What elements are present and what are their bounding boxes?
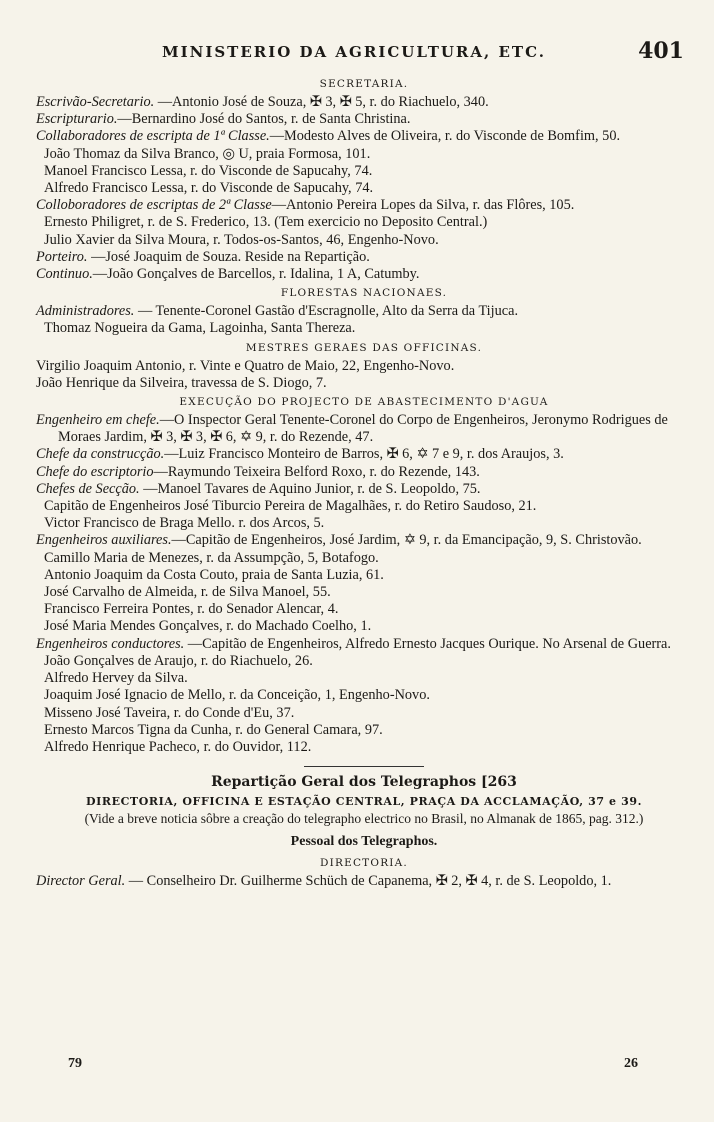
entry-role: Director Geral.: [36, 873, 126, 890]
entry-role: Engenheiros auxiliares.: [36, 532, 172, 549]
entry-text: —Luiz Francisco Monteiro de Barros, ✠ 6, ✡ 7 e 9, r. dos Araujos, 3.: [164, 446, 564, 463]
directory-entry: [36, 532, 692, 549]
telegraphos-title: Repartição Geral dos Telegraphos [263: [211, 774, 517, 791]
section-heading-mestres: MESTRES GERAES DAS OFFICINAS.: [245, 341, 483, 354]
entry-text: João Gonçalves de Araujo, r. do Riachuelo, 26.: [44, 652, 313, 669]
directory-entry: [36, 197, 692, 214]
section-heading-florestas: FLORESTAS NACIONAES.: [280, 287, 448, 300]
entry-text: Victor Francisco de Braga Mello. r. dos Arcos, 5.: [44, 515, 325, 532]
entry-text: Julio Xavier da Silva Moura, r. Todos-os-Santos, 46, Engenho-Novo.: [44, 231, 439, 248]
entry-role: Administradores.: [36, 303, 135, 320]
pessoal-subtitle: Pessoal dos Telegraphos.: [290, 834, 438, 850]
directory-entry: [36, 266, 692, 283]
entry-text: —Capitão de Engenheiros, José Jardim, ✡ 9, r. da Emancipação, 9, S. Christovão.: [171, 532, 642, 549]
directory-entry: [36, 111, 692, 128]
entry-role: Engenheiro em chefe.: [36, 412, 160, 429]
florestas-list: [36, 303, 692, 337]
directory-entry: [36, 636, 692, 653]
entry-text: Ernesto Philigret, r. de S. Frederico, 13. (Tem exercicio no Deposito Central.): [44, 214, 488, 231]
directory-entry: [36, 687, 692, 704]
directory-entry: [36, 214, 692, 231]
directory-entry: [36, 584, 692, 601]
directory-entry: [36, 249, 692, 266]
directory-entry: [36, 653, 692, 670]
entry-text: Thomaz Nogueira da Gama, Lagoinha, Santa Thereza.: [44, 320, 356, 337]
directory-entry: [36, 320, 692, 337]
directory-entry: [36, 481, 692, 498]
entry-text: Alfredo Francisco Lessa, r. do Visconde de Sapucahy, 74.: [44, 180, 374, 197]
header-title: MINISTERIO DA AGRICULTURA, ETC.: [162, 43, 546, 61]
entry-text: — Conselheiro Dr. Guilherme Schüch de Capanema, ✠ 2, ✠ 4, r. de S. Leopoldo, 1.: [125, 873, 612, 890]
directory-entry: [36, 498, 692, 515]
directory-entry: [36, 601, 692, 618]
directory-entry: [36, 618, 692, 635]
entry-text: José Carvalho de Almeida, r. de Silva Manoel, 55.: [44, 584, 331, 601]
entry-text: José Maria Mendes Gonçalves, r. do Machado Coelho, 1.: [44, 618, 372, 635]
entry-text: —Manoel Tavares de Aquino Junior, r. de S. Leopoldo, 75.: [139, 480, 481, 497]
entry-role: Continuo.: [36, 266, 93, 283]
entry-text: —Antonio José de Souza, ✠ 3, ✠ 5, r. do Riachuelo, 340.: [154, 94, 489, 110]
entry-text: —Capitão de Engenheiros, Alfredo Ernesto Jacques Ourique. No Arsenal de Guerra.: [184, 635, 671, 652]
entry-text: —João Gonçalves de Barcellos, r. Idalina, 1 A, Catumby.: [92, 266, 420, 283]
entry-text: —Bernardino José do Santos, r. de Santa Christina.: [117, 111, 411, 128]
directory-entry: [36, 739, 692, 756]
entry-role: Chefe do escriptorio: [36, 463, 154, 480]
directory-entry: [36, 515, 692, 532]
telegraphos-directoria-line: DIRECTORIA, OFFICINA E ESTAÇÃO CENTRAL, PRAÇA DA ACCLAMAÇÃO, 37 e 39.: [85, 795, 643, 809]
directory-entry: [36, 550, 692, 567]
entry-text: —Antonio Pereira Lopes da Silva, r. das Flôres, 105.: [271, 197, 575, 214]
entry-text: Joaquim José Ignacio de Mello, r. da Conceição, 1, Engenho-Novo.: [44, 687, 430, 704]
entry-role: Porteiro.: [36, 248, 88, 265]
execucao-list: [36, 412, 692, 756]
entry-text: Camillo Maria de Menezes, r. da Assumpção, 5, Botafogo.: [44, 549, 379, 566]
page-footer: [68, 1056, 638, 1072]
entry-text: Manoel Francisco Lessa, r. do Visconde de Sapucahy, 74.: [44, 162, 373, 179]
directory-entry: [36, 873, 692, 890]
entry-text: Francisco Ferreira Pontes, r. do Senador Alencar, 4.: [44, 601, 339, 618]
directory-entry: [36, 412, 692, 446]
directory-entry: [36, 722, 692, 739]
entry-role: Colloboradores de escriptas de 2ª Classe: [36, 197, 272, 214]
directory-entry: [36, 232, 692, 249]
directory-entry: [36, 303, 692, 320]
entry-text: —Raymundo Teixeira Belford Roxo, r. do Rezende, 143.: [153, 463, 480, 480]
entry-role: Engenheiros conductores.: [36, 635, 185, 652]
directory-entry: [36, 464, 692, 481]
entry-text: —Modesto Alves de Oliveira, r. do Visconde de Bomfim, 50.: [269, 128, 621, 145]
page-header: [36, 40, 692, 74]
section-heading-secretaria: SECRETARIA.: [319, 78, 409, 90]
entry-text: João Thomaz da Silva Branco, ◎ U, praia Formosa, 101.: [44, 145, 371, 162]
entry-role: Escrivão-Secretario.: [36, 94, 155, 110]
section-divider: [304, 766, 424, 767]
entry-text: Capitão de Engenheiros José Tiburcio Pereira de Magalhães, r. do Retiro Saudoso, 21.: [44, 498, 537, 515]
entry-text: —José Joaquim de Souza. Reside na Repartição.: [87, 248, 370, 265]
entry-text: Misseno José Taveira, r. do Conde d'Eu, 37.: [44, 704, 295, 721]
directory-entry: [36, 567, 692, 584]
telegraphos-list: [36, 873, 692, 890]
directory-entry: [36, 163, 692, 180]
secretaria-list: [36, 94, 692, 283]
entry-text: Alfredo Hervey da Silva.: [44, 670, 188, 687]
page-number: 401: [638, 38, 684, 64]
entry-text: —O Inspector Geral Tenente-Coronel do Corpo de Engenheiros, Jeronymo Rodrigues de Moraes Jardim, ✠ 3, ✠ 3, ✠ 6, ✡ 9, r. do Rezende, 47.: [58, 412, 668, 446]
directory-entry: [36, 705, 692, 722]
section-heading-directoria: DIRECTORIA.: [320, 857, 408, 870]
entry-role: Chefe da construcção.: [36, 446, 165, 463]
entry-text: Antonio Joaquim da Costa Couto, praia de Santa Luzia, 61.: [44, 566, 384, 583]
entry-role: Escripturario.: [36, 111, 118, 128]
section-heading-execucao: EXECUÇÃO DO PROJECTO DE ABASTECIMENTO D'AGUA: [179, 396, 549, 409]
entry-text: Alfredo Henrique Pacheco, r. do Ouvidor, 112.: [44, 738, 312, 755]
telegraphos-note: (Vide a breve noticia sôbre a creação do telegrapho electrico no Brasil, no Almanak de 1865, pag. 312.): [84, 811, 644, 827]
entry-text: Virgilio Joaquim Antonio, r. Vinte e Quatro de Maio, 22, Engenho-Novo.: [36, 357, 455, 374]
directory-entry: [36, 670, 692, 687]
directory-entry: [36, 94, 692, 111]
footer-signature-left: 79: [68, 1056, 82, 1071]
directory-entry: [36, 358, 692, 375]
entry-text: Ernesto Marcos Tigna da Cunha, r. do General Camara, 97.: [44, 721, 383, 738]
entry-text: — Tenente-Coronel Gastão d'Escragnolle, Alto da Serra da Tijuca.: [134, 303, 519, 320]
footer-signature-right: 26: [624, 1056, 638, 1071]
directory-entry: [36, 146, 692, 163]
directory-entry: [36, 180, 692, 197]
directory-entry: [36, 128, 692, 145]
directory-entry: [36, 375, 692, 392]
directory-entry: [36, 446, 692, 463]
entry-role: Collaboradores de escripta de 1ª Classe.: [36, 128, 270, 145]
entry-text: João Henrique da Silveira, travessa de S. Diogo, 7.: [36, 374, 327, 391]
mestres-list: [36, 358, 692, 392]
entry-role: Chefes de Secção.: [36, 480, 140, 497]
